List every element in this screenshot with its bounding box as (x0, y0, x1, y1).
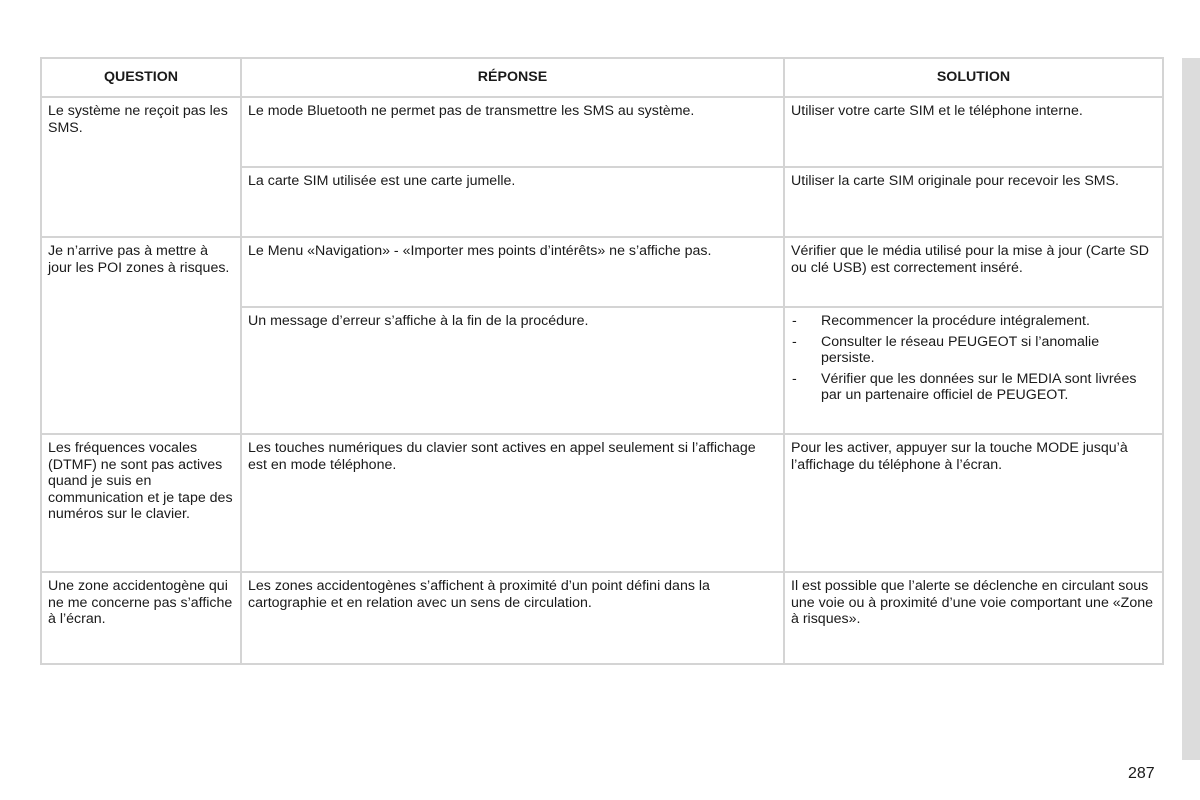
side-tab (1182, 58, 1200, 760)
reponse-cell: Les zones accidentogènes s’affichent à proximité d’un point défini dans la cartographie et en relation avec un sens de circulation. (241, 572, 784, 664)
solution-cell (784, 307, 1163, 434)
reponse-cell: La carte SIM utilisée est une carte jumelle. (241, 167, 784, 237)
dash-bullet: - (792, 313, 797, 329)
solution-cell: Pour les activer, appuyer sur la touche MODE jusqu’à l’affichage du téléphone à l’écran. (784, 434, 1163, 572)
question-cell: Je n’arrive pas à mettre à jour les POI zones à risques. (41, 237, 241, 434)
faq-table (40, 57, 1164, 665)
list-item (791, 371, 1156, 404)
reponse-cell: Les touches numériques du clavier sont actives en appel seulement si l’affichage est en mode téléphone. (241, 434, 784, 572)
list-item (791, 334, 1156, 367)
reponse-cell: Le Menu «Navigation» - «Importer mes points d’intérêts» ne s’affiche pas. (241, 237, 784, 307)
table-row (41, 572, 1163, 664)
header-question: QUESTION (41, 58, 241, 97)
solution-list (791, 313, 1156, 404)
header-reponse: RÉPONSE (241, 58, 784, 97)
list-item (791, 313, 1156, 330)
reponse-cell: Le mode Bluetooth ne permet pas de transmettre les SMS au système. (241, 97, 784, 167)
solution-cell: Vérifier que le média utilisé pour la mise à jour (Carte SD ou clé USB) est correctement inséré. (784, 237, 1163, 307)
question-cell: Les fréquences vocales (DTMF) ne sont pas actives quand je suis en communication et je tape des numéros sur le clavier. (41, 434, 241, 572)
solution-cell: Il est possible que l’alerte se déclenche en circulant sous une voie ou à proximité d’une voie comportant une «Zone à risques». (784, 572, 1163, 664)
question-cell: Le système ne reçoit pas les SMS. (41, 97, 241, 237)
reponse-cell: Un message d’erreur s’affiche à la fin de la procédure. (241, 307, 784, 434)
dash-bullet: - (792, 333, 797, 350)
list-item-text: Recommencer la procédure intégralement. (821, 313, 1090, 329)
dash-bullet: - (792, 370, 797, 387)
header-solution: SOLUTION (784, 58, 1163, 97)
table-row (41, 237, 1163, 307)
solution-cell: Utiliser votre carte SIM et le téléphone interne. (784, 97, 1163, 167)
page-number: 287 (1128, 765, 1155, 782)
table-row (41, 434, 1163, 572)
solution-cell: Utiliser la carte SIM originale pour recevoir les SMS. (784, 167, 1163, 237)
table-header-row (41, 58, 1163, 97)
question-cell: Une zone accidentogène qui ne me concerne pas s’affiche à l’écran. (41, 572, 241, 664)
table-row (41, 97, 1163, 167)
list-item-text: Consulter le réseau PEUGEOT si l’anomalie persiste. (821, 333, 1100, 366)
list-item-text: Vérifier que les données sur le MEDIA sont livrées par un partenaire officiel de PEUGEOT. (821, 370, 1137, 403)
